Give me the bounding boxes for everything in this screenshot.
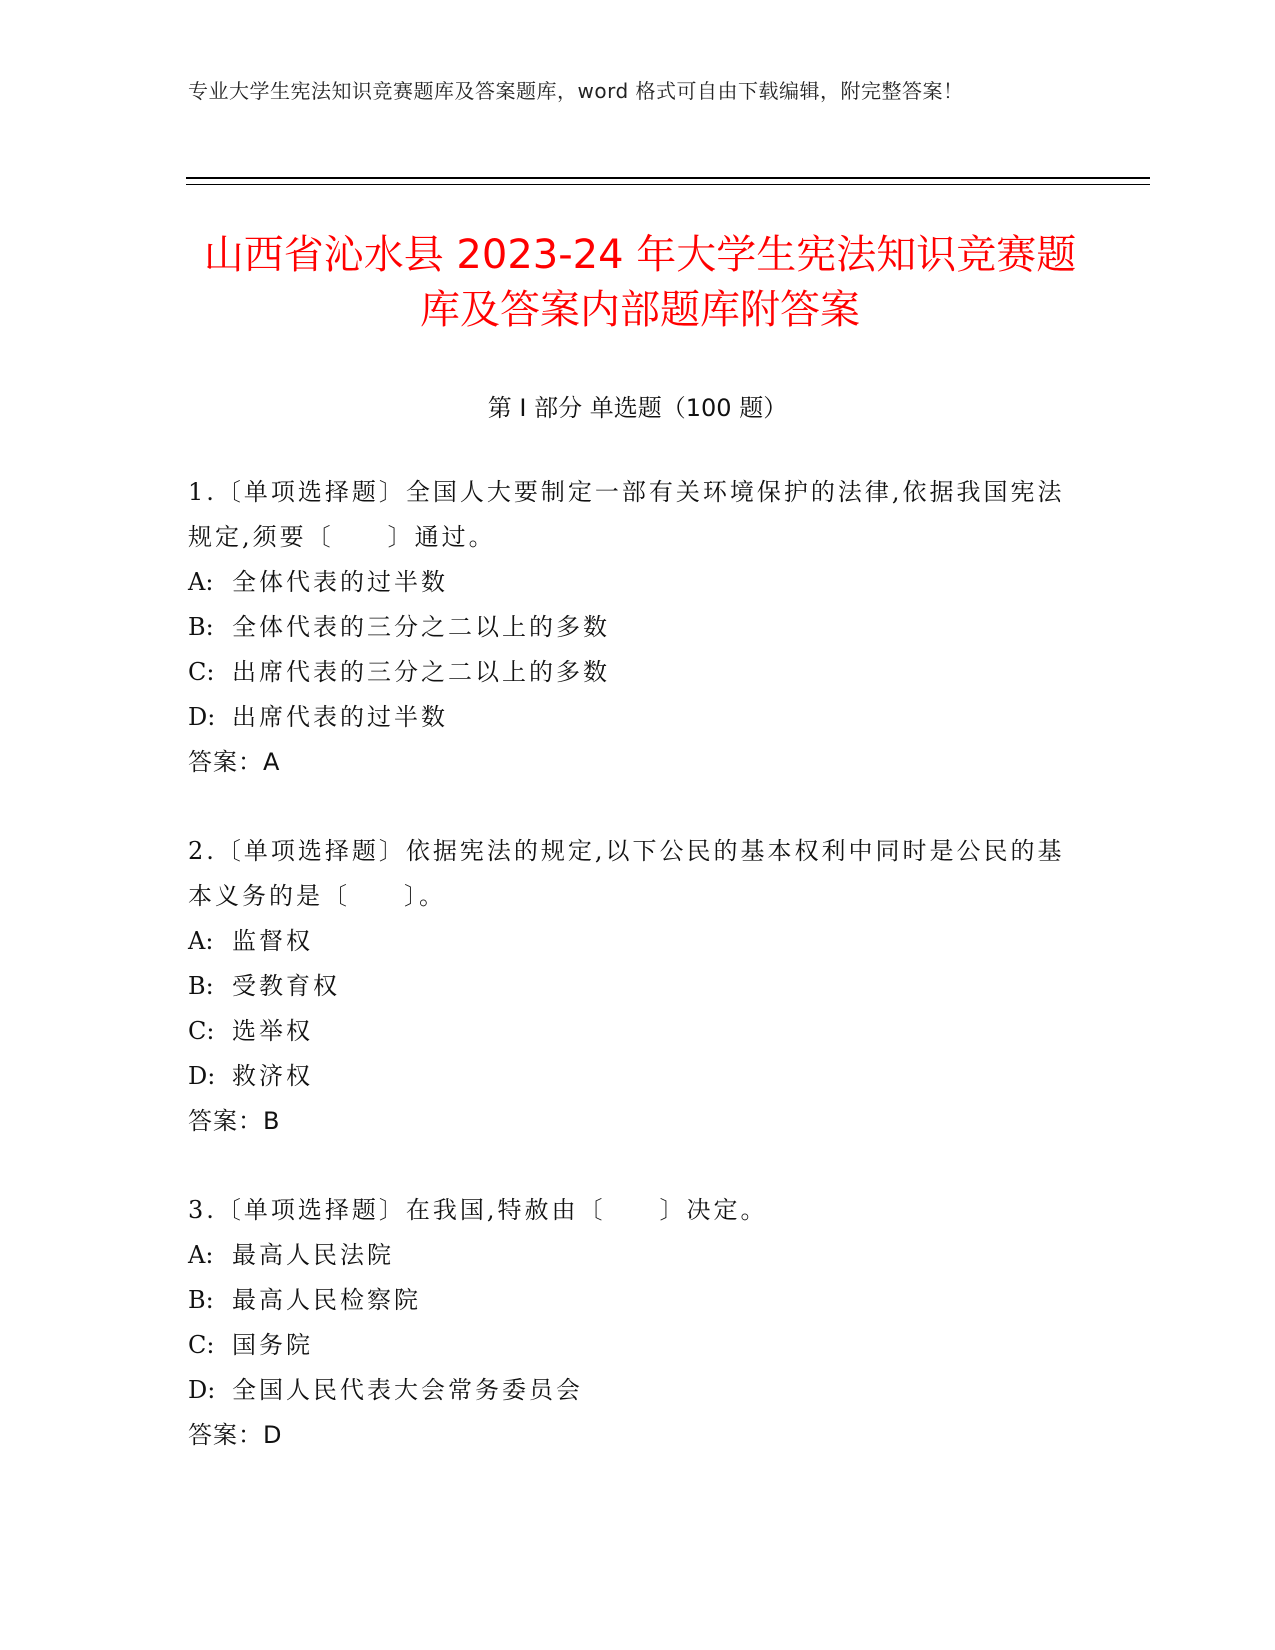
section-heading: 第 I 部分 单选题（100 题）	[487, 394, 788, 422]
option-b	[188, 605, 1088, 650]
option-text: 最高人民检察院	[232, 1286, 421, 1314]
option-d	[188, 1054, 1088, 1099]
question-list	[188, 470, 1088, 1502]
option-text: 救济权	[232, 1062, 313, 1090]
option-letter: A:	[188, 568, 214, 596]
option-text: 国务院	[232, 1331, 313, 1359]
question-3	[188, 1188, 1088, 1458]
option-text: 出席代表的过半数	[232, 703, 448, 731]
question-stem: 1.〔单项选择题〕全国人大要制定一部有关环境保护的法律,依据我国宪法规定,须要〔 〕通过。	[188, 478, 1065, 551]
option-a	[188, 560, 1088, 605]
option-text: 全体代表的三分之二以上的多数	[232, 613, 610, 641]
option-b	[188, 964, 1088, 1009]
option-letter: B:	[188, 613, 214, 641]
answer: 答案：A	[188, 748, 281, 776]
option-text: 监督权	[232, 927, 313, 955]
answer: 答案：B	[188, 1107, 281, 1135]
header-rule-thin	[186, 184, 1150, 185]
option-text: 受教育权	[232, 972, 340, 1000]
option-letter: C:	[188, 658, 215, 686]
option-letter: A:	[188, 927, 214, 955]
question-2	[188, 829, 1088, 1144]
question-1	[188, 470, 1088, 785]
header-rule-thick	[186, 177, 1150, 179]
option-letter: D:	[188, 1376, 216, 1404]
option-text: 选举权	[232, 1017, 313, 1045]
option-b	[188, 1278, 1088, 1323]
option-c	[188, 1323, 1088, 1368]
option-text: 最高人民法院	[232, 1241, 394, 1269]
option-c	[188, 650, 1088, 695]
header-note: 专业大学生宪法知识竞赛题库及答案题库，word 格式可自由下载编辑，附完整答案！	[188, 79, 964, 103]
option-a	[188, 919, 1088, 964]
option-letter: B:	[188, 1286, 214, 1314]
document-title: 山西省沁水县 2023-24 年大学生宪法知识竞赛题库及答案内部题库附答案	[203, 232, 1077, 333]
answer: 答案：D	[188, 1421, 283, 1449]
option-c	[188, 1009, 1088, 1054]
option-letter: A:	[188, 1241, 214, 1269]
option-d	[188, 1368, 1088, 1413]
option-letter: D:	[188, 703, 216, 731]
question-stem: 2.〔单项选择题〕依据宪法的规定,以下公民的基本权利中同时是公民的基本义务的是〔 〕。	[188, 837, 1065, 910]
option-text: 出席代表的三分之二以上的多数	[232, 658, 610, 686]
option-a	[188, 1233, 1088, 1278]
option-text: 全体代表的过半数	[232, 568, 448, 596]
option-letter: C:	[188, 1017, 215, 1045]
question-stem: 3.〔单项选择题〕在我国,特赦由〔 〕决定。	[188, 1196, 768, 1224]
option-letter: D:	[188, 1062, 216, 1090]
option-d	[188, 695, 1088, 740]
option-text: 全国人民代表大会常务委员会	[232, 1376, 583, 1404]
option-letter: B:	[188, 972, 214, 1000]
option-letter: C:	[188, 1331, 215, 1359]
